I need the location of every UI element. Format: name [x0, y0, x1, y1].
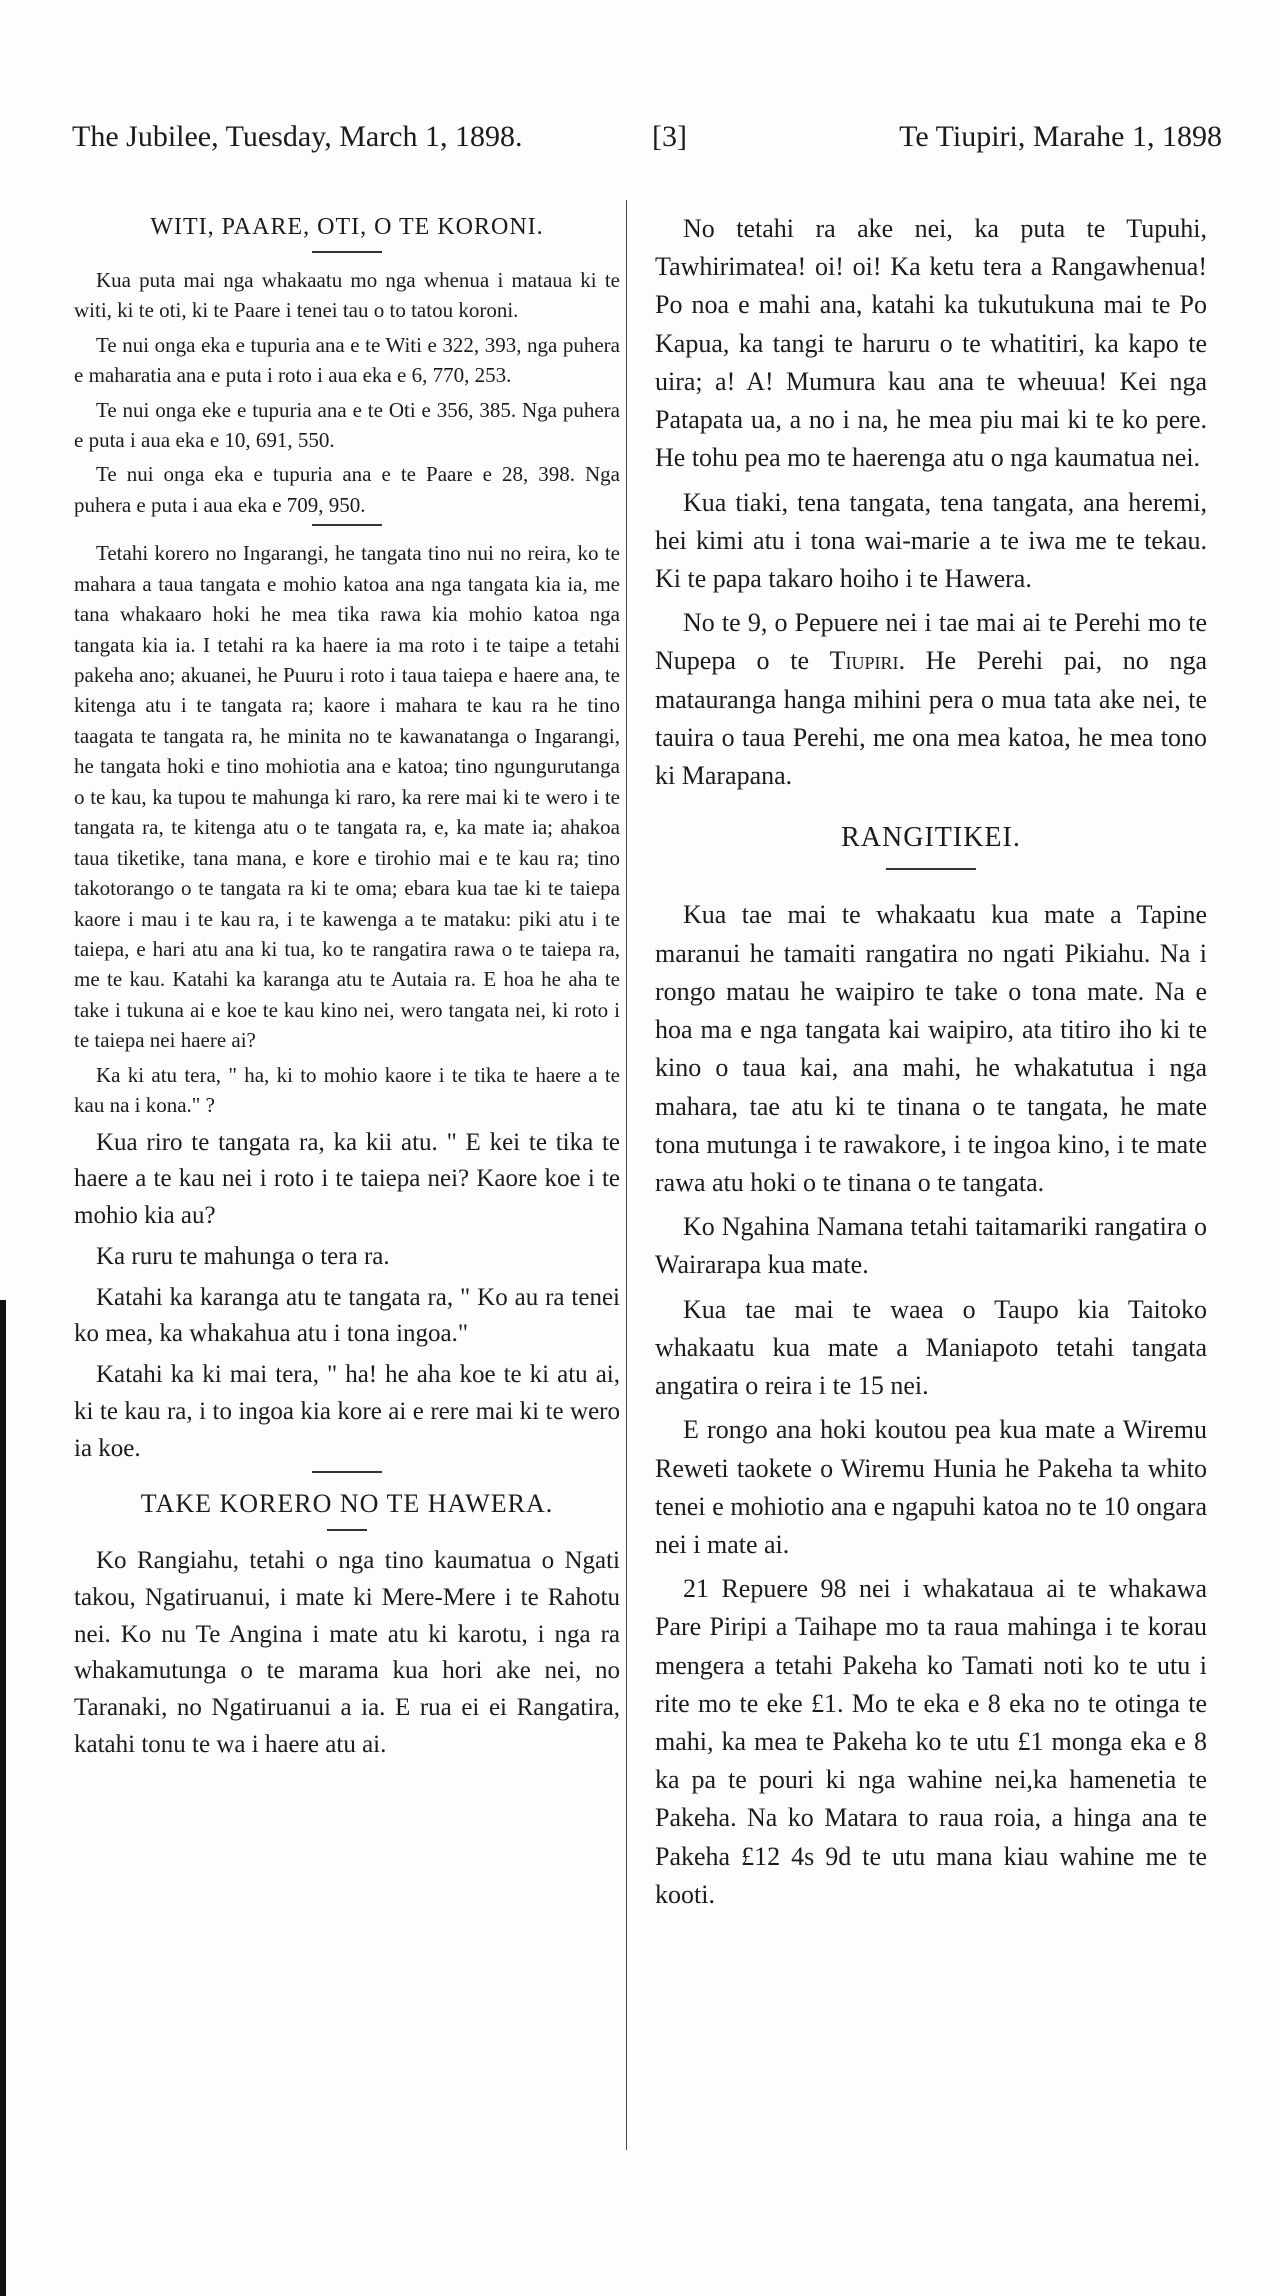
- heading-wheat-barley-oats: WITI, PAARE, OTI, O TE KORONI.: [150, 214, 544, 240]
- heading-rule: [312, 251, 382, 253]
- section-rule: [312, 1471, 382, 1473]
- paragraph: [655, 604, 1207, 795]
- heading-hawera-news: TAKE KORERO NO TE HAWERA.: [140, 1489, 554, 1519]
- paragraph: 21 Repuere 98 nei i whakataua ai te whakawa Pare Piripi a Taihape mo ta raua mahinga i te korau mengera a tetahi Pakeha ko Tamati noti ko te utu i rite mo te eke £1. Mo te eka e 8 eka no te otinga te mahi, ka mea te Pakeha ko te utu £1 monga eka e 8 ka pa te pouri ki nga wahine nei,ka hamenetia te Pakeha. Na ko Matara to raua roia, a hinga ana te Pakeha £12 4s 9d te utu mana kiau wahine me te kooti.: [655, 1574, 1207, 1909]
- paragraph: Te nui onga eka e tupuria ana e te Paare e 28, 398. Nga puhera e puta i aua eka e 709, 950.: [74, 462, 620, 517]
- paragraph: Te nui onga eka e tupuria ana e te Witi e 322, 393, nga puhera e maharatia ana e puta i roto i aua eka e 6, 770, 253.: [74, 332, 620, 388]
- paragraph: Kua riro te tangata ra, ka kii atu. " E kei te tika te haere a te kau nei i roto i te taiepa nei? Kaore koe i te mohio kia au?: [74, 1128, 620, 1230]
- page-number: [3]: [652, 120, 687, 153]
- column-divider: [626, 200, 627, 2150]
- newspaper-name: Tiupiri: [829, 646, 899, 676]
- paragraph: No tetahi ra ake nei, ka puta te Tupuhi, Tawhirimatea! oi! oi! Ka ketu tera a Rangawhenua! Po noa e mahi ana, katahi ka tukutukuna mai te Po Kapua, ka tangi te haruru o te whatitiri, ka kapo te uira; a! A! Mumura kau ana te wheuua! Kei nga Patapata ua, a no i na, he mea piu mai ki te ko pere. He tohu pea mo te haerenga atu o nga kaumatua nei.: [655, 214, 1207, 473]
- paragraph: Katahi ka karanga atu te tangata ra, " Ko au ra tenei ko mea, ka whakahua atu i tona ingoa.": [74, 1283, 620, 1348]
- paragraph: Katahi ka ki mai tera, " ha! he aha koe te ki atu ai, ki te kau ra, i to ingoa kia kore ai e rere mai ki te wero ia koe.: [74, 1361, 620, 1462]
- masthead: [72, 120, 1222, 170]
- right-column: [655, 210, 1207, 1920]
- paragraph: Ka ruru te mahunga o tera ra.: [96, 1242, 390, 1270]
- heading-rule: [886, 868, 976, 870]
- paragraph-text: No te 9, o Pepuere nei i tae mai ai te Perehi mo te Nupepa o te: [655, 608, 1207, 676]
- paragraph: E rongo ana hoki koutou pea kua mate a Wiremu Reweti taokete o Wiremu Hunia he Pakeha ta whito tenei e mohiotio ana e ngapuhi katoa no te 10 ongara nei i mate ai.: [655, 1415, 1207, 1559]
- paragraph: Kua tae mai te waea o Taupo kia Taitoko whakaatu kua mate a Maniapoto tetahi tangata angatira o reira i te 15 nei.: [655, 1294, 1207, 1401]
- masthead-maori-date: Te Tiupiri, Marahe 1, 1898: [899, 120, 1222, 153]
- paragraph: Kua tae mai te whakaatu kua mate a Tapine maranui he tamaiti rangatira no ngati Pikiahu. Na i rongo matau he waipiro te take o tona mate. Na e hoa ma e nga tangata kai waipiro, ata titiro iho ki te kino o taua kai, ana mahi, he whakatutua i nga mahara, tae atu ki te tinana o te tangata, he mate tona mutunga i te rawakore, i te ingoa kino, i te mate rawa atu hoki o te tinana o te tangata.: [655, 900, 1207, 1197]
- left-column: [74, 210, 620, 1768]
- paragraph: Kua tiaki, tena tangata, tena tangata, ana heremi, hei kimi atu i tona wai-marie a te iwa me te tekau. Ki te papa takaro hoiho i te Hawera.: [655, 487, 1207, 593]
- paragraph: Ko Ngahina Namana tetahi taitamariki rangatira o Wairarapa kua mate.: [655, 1212, 1207, 1280]
- paragraph: Te nui onga eke e tupuria ana e te Oti e 356, 385. Nga puhera e puta i aua eka e 10, 691, 550.: [74, 397, 620, 452]
- scan-edge-shadow: [0, 1300, 6, 2296]
- section-rule: [312, 524, 382, 526]
- heading-rangitikei: RANGITIKEI.: [841, 822, 1021, 854]
- paragraph: Tetahi korero no Ingarangi, he tangata tino nui no reira, ko te mahara a taua tangata e mohio katoa ana nga tangata kia ia, me tana whakaaro hoki he mea tika rawa kia mohio katoa nga tangata kia ia. I tetahi ra ka haere ia ma roto i te taipe a tetahi pakeha ano; akuanei, he Puuru i roto i taua taiepa e haere ana, te kitenga atu i te tangata ra; kaore i mahara te kau ra he tino taagata te tangata ra, he minita no te kawanatanga o Ingarangi, he tangata hoki e tino mohiotia ana e katoa; tino ngungurutanga o te kau, ka tupou te mahunga ki raro, ka rere mai ki te wero i te tangata ra, te kitenga atu o te tangata ra, e, ka mate ia; ahakoa taua tiketike, tana mana, e kore e tirohio mai e te kau ra; tino takotorango o te tangata ra ki te oma; ebara kua tae ki te taiepa kaore i mau i te kau ra, i te kawenga a te mataku: piki atu i te taiepa, e hari atu ana ki tua, ko te rangatira rawa o te taiepa ra, me te kau. Katahi ka karanga atu te Autaia ra. E hoa he aha te take i tukuna ai e koe te kau kino nei, wero tangata nei, ki roto i te taiepa nei haere ai?: [74, 541, 620, 1053]
- heading-rule: [327, 1529, 367, 1531]
- paragraph-text: . He Perehi pai, no nga matauranga hanga mihini pera o mua tata ake nei, te tauira o taua Perehi, me ona mea katoa, he mea tono ki Marapana.: [655, 646, 1208, 791]
- paragraph: Kua puta mai nga whakaatu mo nga whenua i mataua ki te witi, ki te oti, ki te Paare i tenei tau o to tatou koroni.: [74, 267, 620, 323]
- paragraph: Ka ki atu tera, " ha, ki to mohio kaore i te tika te haere a te kau na i kona." ?: [74, 1062, 620, 1118]
- paragraph: Ko Rangiahu, tetahi o nga tino kaumatua o Ngati takou, Ngatiruanui, i mate ki Mere-Mere i te Rahotu nei. Ko nu Te Angina i mate atu ki karotu, i nga ra whakamutunga o te marama kua hori ake nei, no Taranaki, no Ngatiruanui a ia. E rua ei ei Rangatira, katahi tonu te wa i haere atu ai.: [74, 1547, 620, 1758]
- masthead-english-date: The Jubilee, Tuesday, March 1, 1898.: [72, 120, 523, 153]
